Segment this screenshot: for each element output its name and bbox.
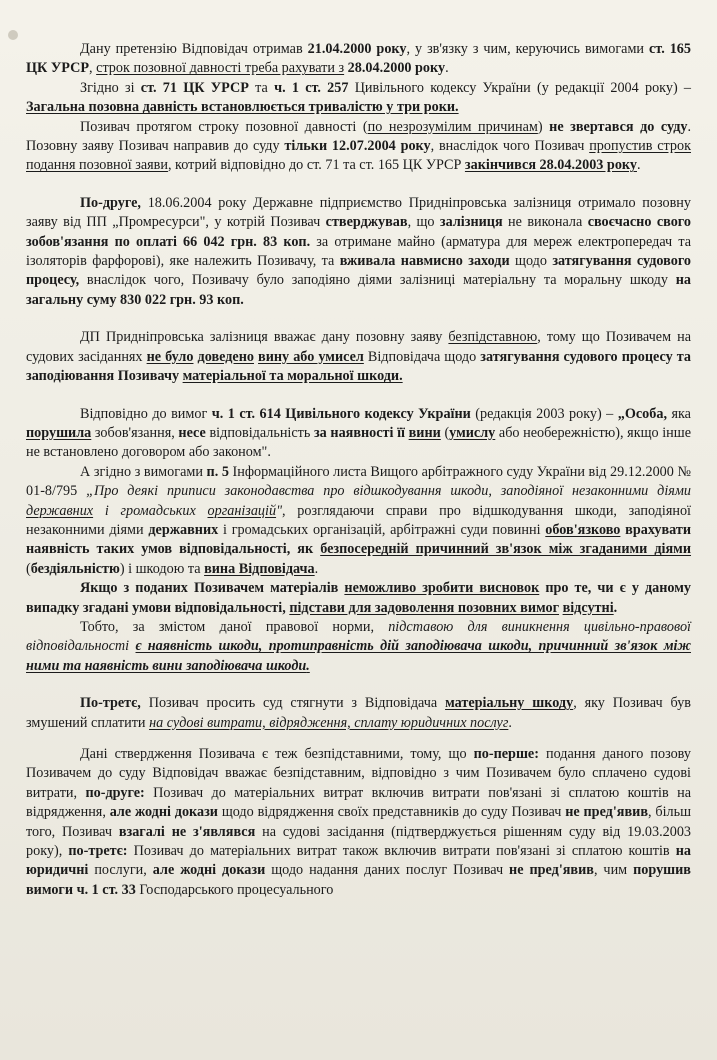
paragraph-secondly-claim: По-друге, 18.06.2004 року Державне підприємство Придніпровська залізниця отримало позовну заяву від ПП „Промресурси", у котрій Позивач стверджував, що залізниця не виконала своєчасно свого зобов'язання по оплаті 66 042 грн. 83 коп. за отримане майно (арматура для мереж електропередач та ізоляторів фарфорові), яке належить Позивачу, та вживала навмисно заходи щодо затягування судового процесу, внаслідок чого, Позивачу було заподіяно діями залізниці матеріальну та моральну шкоду на загальну суму 830 022 грн. 93 коп. (26, 194, 692, 308)
paragraph-legal-norm: Тобто, за змістом даної правової норми, підставою для виникнення цивільно-правової відповідальності є наявність шкоди, протиправність дій заподіювача шкоди, причинний зв'язок між ними та наявність вини заподіювача шкоди. (26, 618, 691, 674)
punch-hole-decoration (8, 30, 18, 40)
paragraph-thirdly-damages: По-третє, Позивач просить суд стягнути з Відповідача матеріальну шкоду, яку Позивач був змушений сплатити на судові витрати, відрядження, сплату юридичних послуг. (26, 695, 692, 731)
paragraph-no-conclusion: Якщо з поданих Позивачем матеріалів неможливо зробити висновок про те, чи є у даному випадку згадані умови відповідальності, підстави для задоволення позовних вимог відсутні. (26, 580, 692, 616)
paragraph-claims-unfounded: Дані ствердження Позивача є теж безпідставними, тому, що по-перше: подання даного позову Позивачем до суду Відповідач вважає безпідставним, відповідно з чим Позивачем було сплачено судові витрати, по-друге: Позивач до матеріальних витрат включив витрати пов'язані зі сплатою коштів на відрядження, але жодні докази щодо відрядження своїх представників до суду Позивач не пред'явив, більш того, Позивач взагалі не з'являвся на судові засідання (підтверджується рішенням суду від 19.03.2003 року), по-третє: Позивач до матеріальних витрат також включив витрати пов'язані зі сплатою коштів на юридичні послуги, але жодні докази щодо надання даних послуг Позивач не пред'явив, чим порушив вимоги ч. 1 ст. 33 Господарського процесуального (26, 746, 692, 898)
paragraph-claim-groundless: ДП Придніпровська залізниця вважає дану позовну заяву безпідставною, тому що Позивачем на судових засіданнях не було доведено вину або умисел Відповідача щодо затягування судового процесу та заподіювання Позивачу матеріальної та моральної шкоди. (26, 329, 691, 385)
paragraph-limitation-period: Згідно зі ст. 71 ЦК УРСР та ч. 1 ст. 257 Цивільного кодексу України (у редакції 2004 року) – Загальна позовна давність встановлюється тривалістю у три роки. (26, 79, 692, 116)
paragraph-arbitration-letter: А згідно з вимогами п. 5 Інформаційного листа Вищого арбітражного суду України від 29.12.2000 № 01-8/795 „Про деякі приписи законодавства про відшкодування шкоди, заподіяної незаконними діями державних і громадських організацій", розглядаючи справи про відшкодування шкоди, заподіяної незаконними діями державних і громадських організацій, арбітражні суди повинні обов'язково врахувати наявність таких умов відповідальності, як безпосередній причинний зв'язок між згаданими діями (бездіяльністю) і шкодою та вина Відповідача. (26, 463, 692, 577)
paragraph-missed-deadline: Позивач протягом строку позовної давності (по незрозумілим причинам) не звертався до суду. Позовну заяву Позивач направив до суду тільки 12.07.2004 року, внаслідок чого Позивач пропустив строк подання позовної заяви, котрий відповідно до ст. 71 та ст. 165 ЦК УРСР закінчився 28.04.2003 року. (26, 118, 692, 174)
paragraph-civil-code-614: Відповідно до вимог ч. 1 ст. 614 Цивільного кодексу України (редакція 2003 року) – „Особа, яка порушила зобов'язання, несе відповідальність за наявності її вини (умислу або необережністю), якщо інше не встановлено договором або законом". (26, 405, 691, 461)
paragraph-claim-received: Дану претензію Відповідач отримав 21.04.2000 року, у зв'язку з чим, керуючись вимогами ст. 165 ЦК УРСР, строк позовної давності треба рахувати з 28.04.2000 року. (26, 41, 691, 77)
